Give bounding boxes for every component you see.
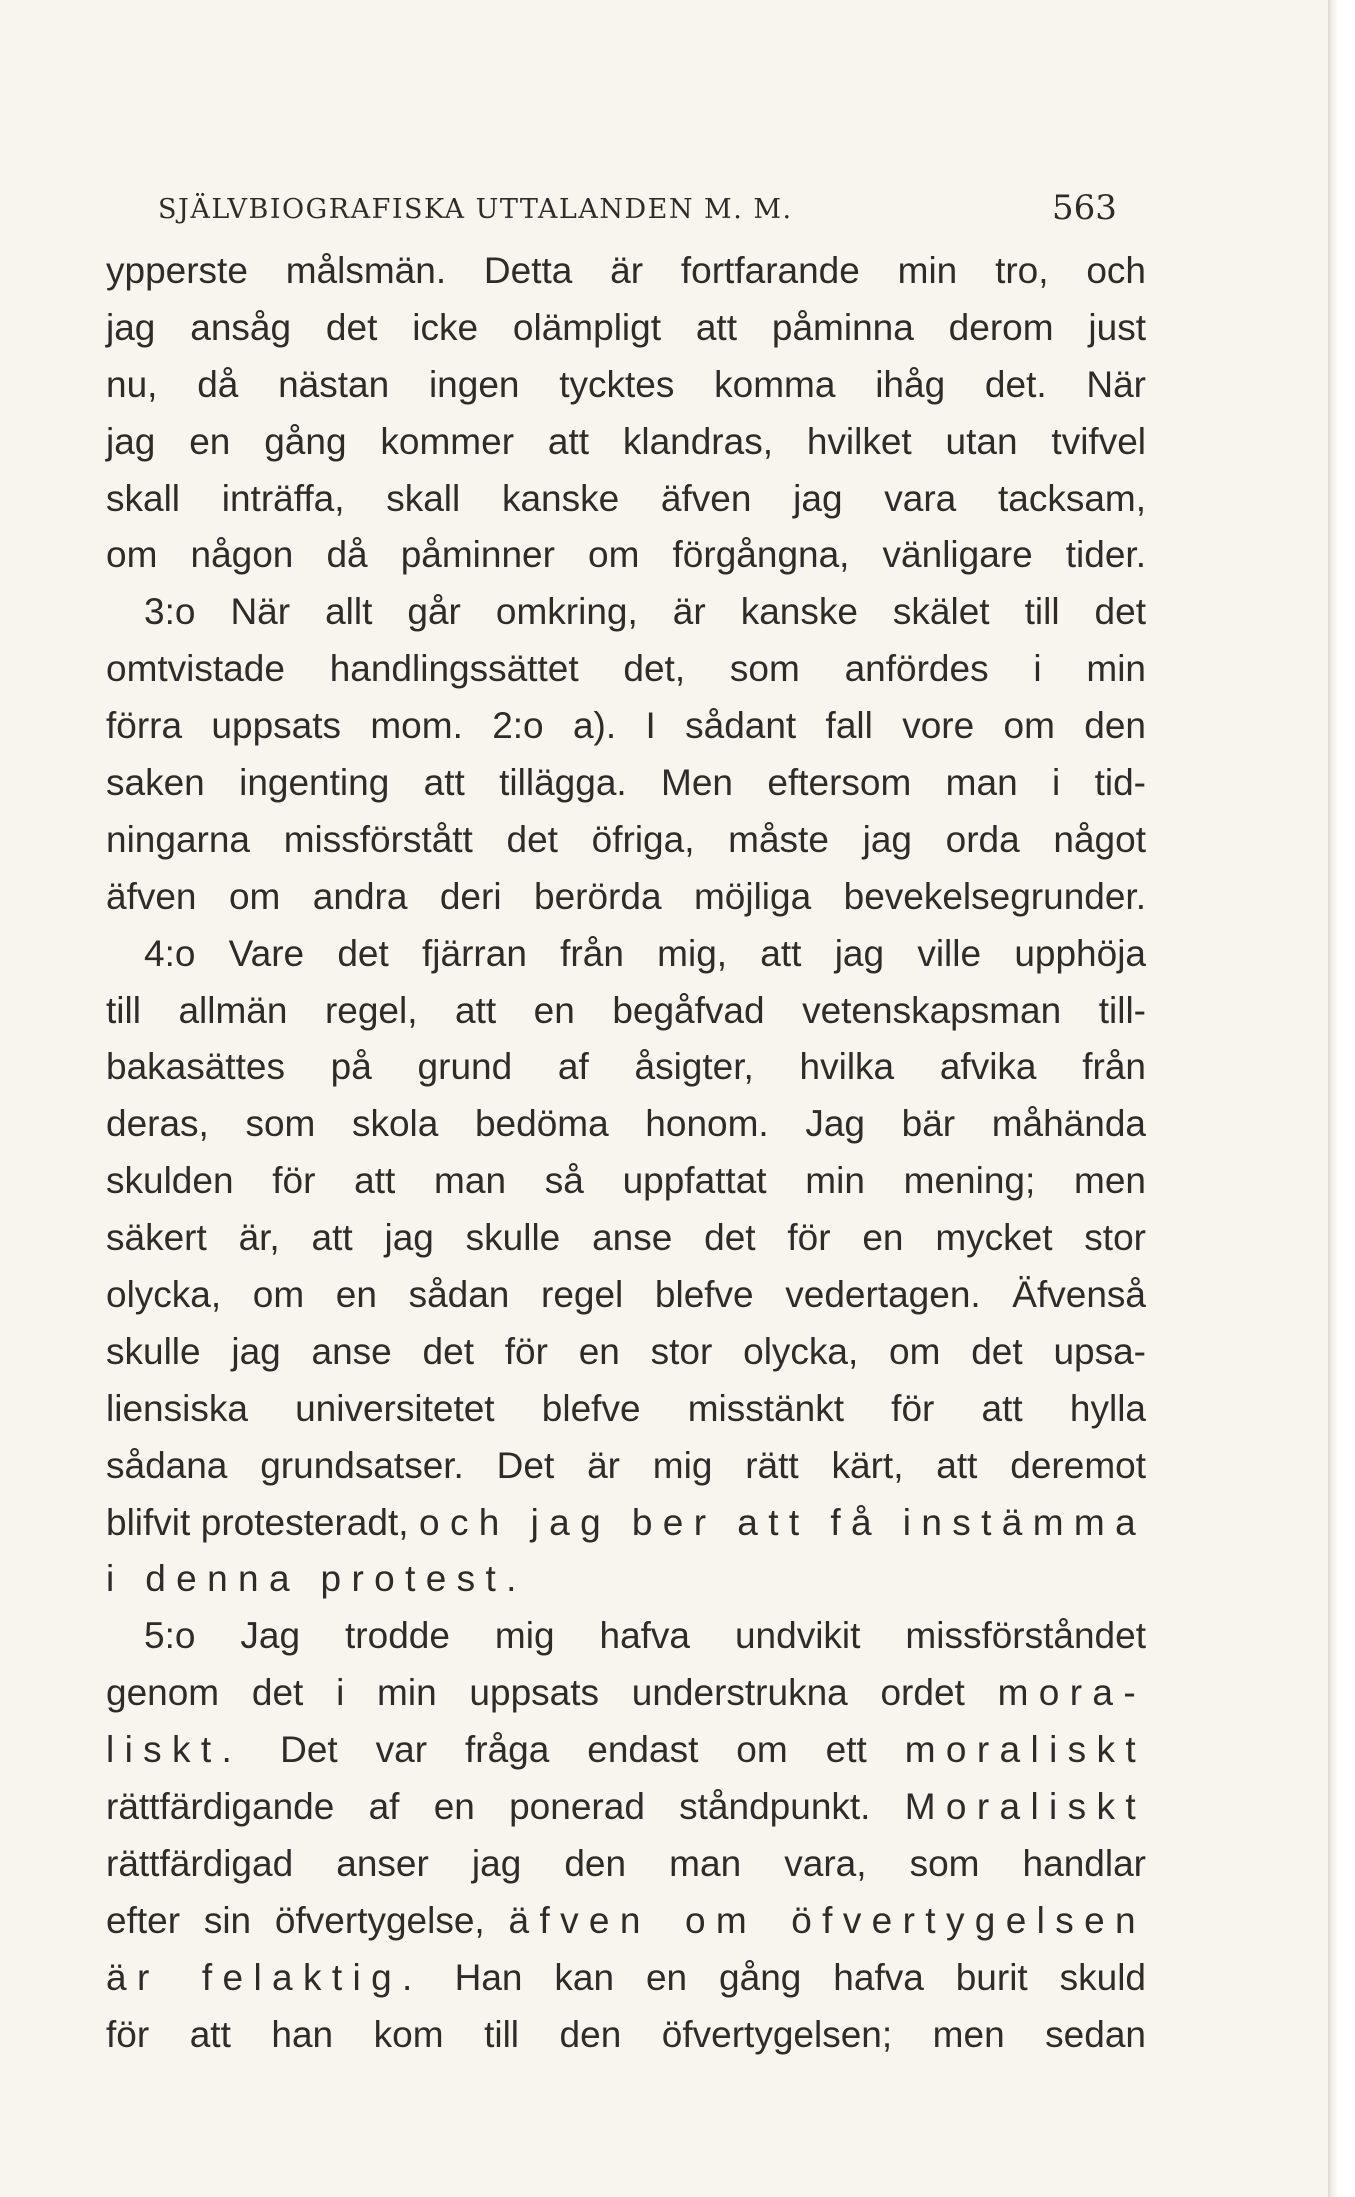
text-line <box>106 1722 1146 1779</box>
text-line: äfven om andra deri berörda möjliga bevekelsegrunder. <box>106 875 1146 917</box>
text-line: jag en gång kommer att klandras, hvilket utan tvifvel <box>106 420 1146 462</box>
text-line <box>106 1950 1146 2007</box>
text-line: deras, som skola bedöma honom. Jag bär måhända <box>106 1103 1146 1145</box>
text-line: 5:o Jag trodde mig hafva undvikit missförståndet <box>144 1615 1146 1657</box>
text-run: genom det i min uppsats understrukna ordet <box>106 1672 965 1714</box>
text-run: blifvit protesteradt, <box>106 1501 409 1543</box>
text-line: ypperste målsmän. Detta är fortfarande min tro, och <box>106 250 1146 291</box>
text-run: efter sin öfvertygelse, <box>106 1899 485 1941</box>
text-run: rättfärdigande af en ponerad ståndpunkt. <box>106 1786 871 1828</box>
text-line: skulden för att man så uppfattat min mening; men <box>106 1160 1146 1202</box>
text-run: Det var fråga endast om ett <box>280 1729 867 1771</box>
page-edge <box>1328 0 1355 2197</box>
text-line: skall inträffa, skall kanske äfven jag vara tacksam, <box>106 477 1146 519</box>
text-line: 3:o När allt går omkring, är kanske skälet till det <box>144 591 1146 633</box>
text-line: 4:o Vare det fjärran från mig, att jag ville upphöja <box>144 932 1146 974</box>
text-line: förra uppsats mom. 2:o a). I sådant fall vore om den <box>106 705 1146 747</box>
text-line: om någon då påminner om förgångna, vänligare tider. <box>106 534 1146 576</box>
page-number: 563 <box>1052 188 1117 228</box>
text-line <box>106 1495 1146 1552</box>
text-line: omtvistade handlingssättet det, som anfördes i min <box>106 648 1146 690</box>
text-line: till allmän regel, att en begåfvad vetenskapsman till- <box>106 989 1146 1031</box>
text-line: säkert är, att jag skulle anse det för en mycket stor <box>106 1217 1146 1259</box>
text-line: sådana grundsatser. Det är mig rätt kärt, att deremot <box>106 1444 1146 1486</box>
text-line <box>106 1551 1146 1608</box>
text-line: bakasättes på grund af åsigter, hvilka afvika från <box>106 1046 1146 1088</box>
text-line <box>106 1665 1146 1722</box>
emphasized-text: är felaktig. <box>106 1956 423 1998</box>
text-run: Han kan en gång hafva burit skuld <box>454 1956 1147 1998</box>
emphasized-text: äfven om öfvertygelsen <box>508 1899 1146 1941</box>
text-line: jag ansåg det icke olämpligt att påminna derom just <box>106 306 1146 348</box>
text-line: nu, då nästan ingen tycktes komma ihåg det. När <box>106 363 1146 405</box>
text-line: ningarna missförstått det öfriga, måste jag orda något <box>106 818 1146 860</box>
text-line: skulle jag anse det för en stor olycka, om det upsa- <box>106 1330 1146 1372</box>
text-line <box>106 1893 1146 1950</box>
text-line: liensiska universitetet blefve misstänkt för att hylla <box>106 1387 1146 1429</box>
emphasized-text: Moraliskt <box>904 1786 1146 1828</box>
text-line: för att han kom till den öfvertygelsen; men sedan <box>106 2013 1146 2055</box>
emphasized-text: och jag ber att få instämma <box>419 1501 1147 1543</box>
page-header <box>158 188 1158 248</box>
text-line: saken ingenting att tillägga. Men eftersom man i tid- <box>106 762 1146 804</box>
text-line <box>106 1779 1146 1836</box>
emphasized-text: moraliskt <box>904 1729 1147 1771</box>
emphasized-text: liskt. <box>106 1729 243 1771</box>
running-title: SJÄLVBIOGRAFISKA UTTALANDEN M. M. <box>158 194 793 225</box>
body-text <box>106 243 1146 2064</box>
emphasized-text: i denna protest. <box>106 1558 527 1600</box>
text-line: olycka, om en sådan regel blefve vedertagen. Äfvenså <box>106 1274 1146 1316</box>
text-line: rättfärdigad anser jag den man vara, som handlar <box>106 1842 1146 1884</box>
emphasized-text: mora- <box>997 1672 1147 1714</box>
